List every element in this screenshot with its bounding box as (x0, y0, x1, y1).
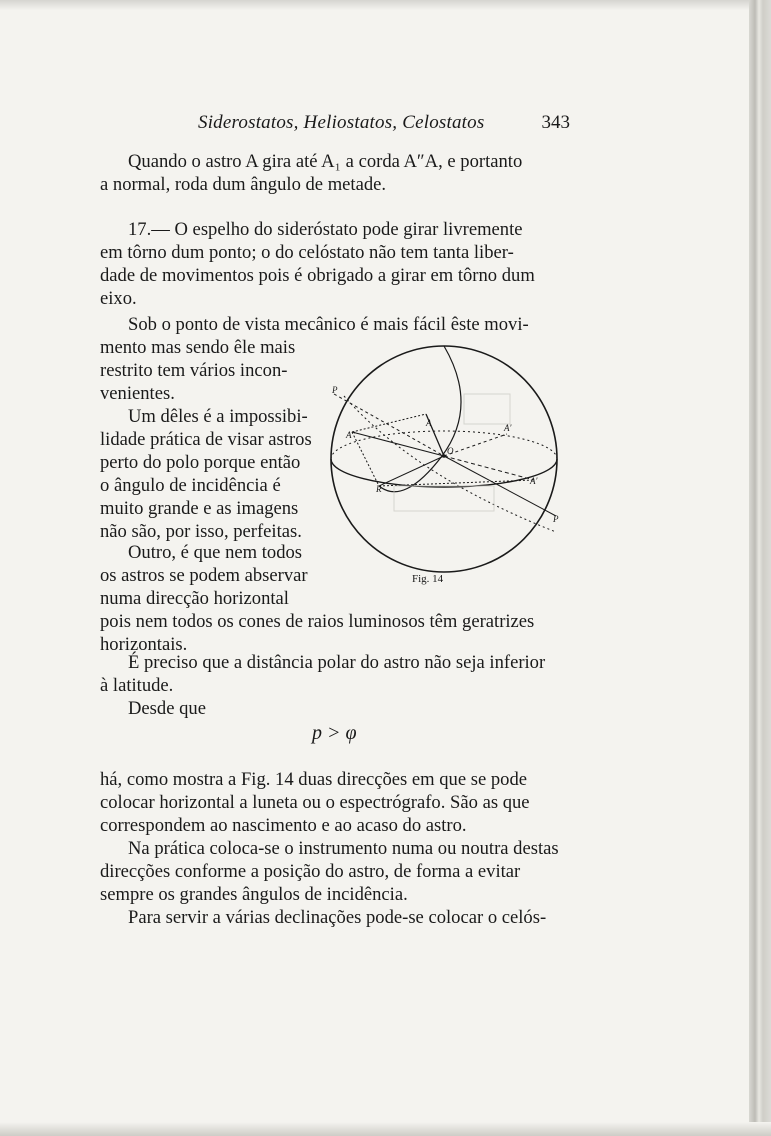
label-P-lower: P (553, 514, 559, 524)
text-line: direcções conforme a posição do astro, de forma a evitar (100, 861, 521, 882)
text-line: numa direcção horizontal (100, 588, 289, 609)
label-A-prime-right: A′ (530, 476, 538, 486)
page-number: 343 (541, 112, 570, 133)
page-edge-bottom (0, 1122, 771, 1136)
label-R: R (376, 484, 382, 494)
label-O: O (447, 446, 454, 456)
inclined-circle (344, 396, 556, 532)
meridian-curve (379, 346, 461, 492)
text-line: Na prática coloca-se o instrumento numa ou noutra destas (128, 838, 559, 859)
bleed-through-shape (394, 486, 494, 511)
page-edge-right (749, 0, 771, 1136)
text-line: horizontais. (100, 634, 188, 655)
text-line: lidade prática de visar astros (100, 429, 312, 450)
paragraph-6 (100, 651, 570, 697)
text-line: não são, por isso, perfeitas. (100, 521, 302, 542)
text-line: em tôrno dum ponto; o do celóstato não tem tanta liber- (100, 242, 514, 263)
text-line: Desde que (128, 698, 206, 719)
text-line: Outro, é que nem todos (128, 542, 303, 563)
text-line: muito grande e as imagens (100, 498, 299, 519)
radius-to-A-double (352, 432, 444, 456)
text-line: mento mas sendo êle mais (100, 337, 296, 358)
paragraph-8 (100, 768, 570, 837)
label-A-prime: A′ (504, 423, 512, 433)
text-line: Um dêles é a impossibi- (128, 406, 308, 427)
celestial-sphere-diagram (324, 336, 568, 586)
text-line: Sob o ponto de vista mecânico é mais fácil êste movi- (128, 314, 529, 335)
text-line: Quando o astro A gira até A₁ a corda A″A, e portanto (128, 151, 523, 172)
text-line: a normal, roda dum ângulo de metade. (100, 174, 387, 195)
figure-caption: Fig. 14 (412, 573, 444, 585)
text-line: o ângulo de incidência é (100, 475, 281, 496)
page-edge-top (0, 0, 771, 10)
text-line: pois nem todos os cones de raios luminosos têm geratrizes (100, 611, 535, 632)
paragraph-2 (100, 218, 570, 310)
text-line: restrito tem vários incon- (100, 360, 288, 381)
paragraph-10 (100, 906, 570, 929)
text-line: à latitude. (100, 675, 174, 696)
paragraph-7 (100, 697, 570, 720)
text-line: É preciso que a distância polar do astro não seja inferior (128, 652, 546, 673)
page-header (100, 112, 570, 140)
text-line: dade de movimentos pois é obrigado a girar em tôrno dum (100, 265, 535, 286)
text-line: há, como mostra a Fig. 14 duas direcções em que se pode (100, 769, 528, 790)
text-line: perto do polo porque então (100, 452, 301, 473)
radius-to-A-prime-right (444, 456, 534, 480)
bleed-through-shape (464, 394, 510, 424)
running-title: Siderostatos, Heliostatos, Celostatos (198, 112, 485, 133)
paragraph-1 (100, 150, 570, 196)
paragraph-9 (100, 837, 570, 906)
formula: p > φ (312, 722, 357, 744)
center-point (442, 454, 446, 458)
text-line: sempre os grandes ângulos de incidência. (100, 884, 408, 905)
text-line: os astros se podem abservar (100, 565, 308, 586)
text-line: eixo. (100, 288, 137, 309)
horizon-front (331, 459, 557, 487)
sphere-outline (331, 346, 557, 572)
label-P: P (332, 385, 338, 395)
chord (352, 414, 426, 432)
text-line: venientes. (100, 383, 175, 404)
text-line: Para servir a várias declinações pode-se colocar o celós- (128, 907, 547, 928)
label-A-double-prime: A″ (346, 430, 356, 440)
text-line: 17.— O espelho do sideróstato pode girar livremente (128, 219, 523, 240)
text-line: colocar horizontal a luneta ou o espectrógrafo. São as que (100, 792, 530, 813)
radius-to-R (379, 456, 444, 486)
chord-lower (352, 432, 379, 486)
label-A: A (426, 418, 432, 428)
figure-14 (324, 336, 568, 596)
text-line: correspondem ao nascimento e ao acaso do astro. (100, 815, 467, 836)
